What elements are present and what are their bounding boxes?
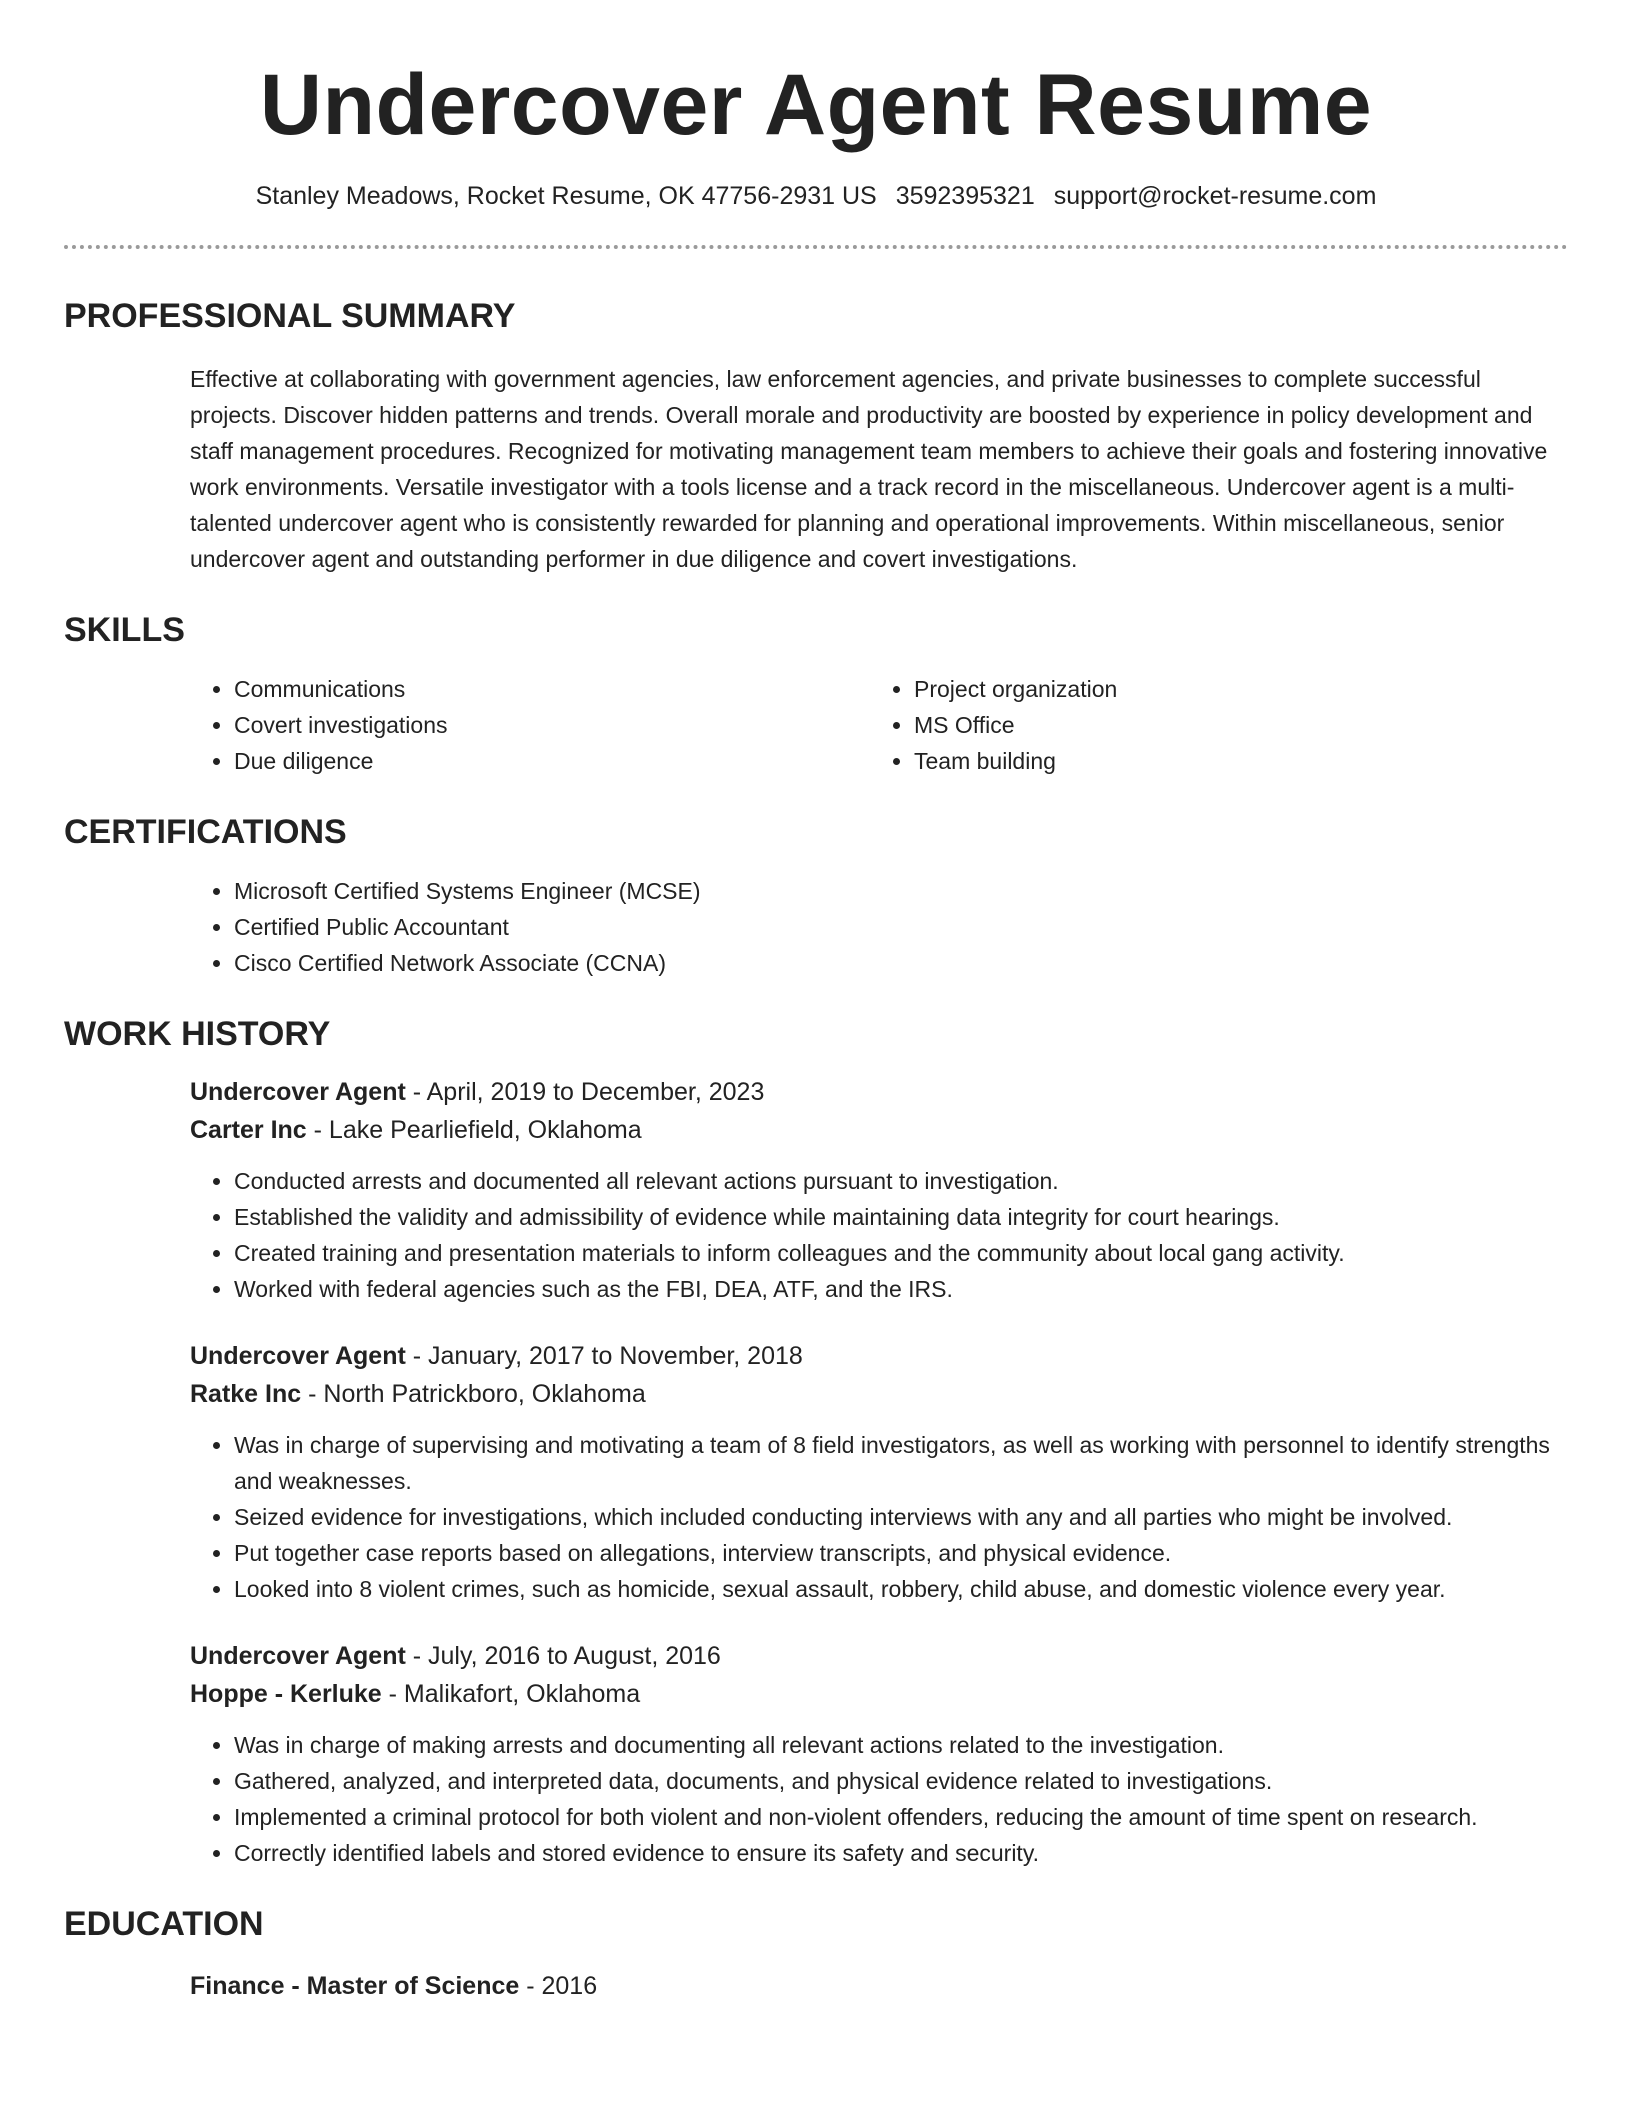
education-year: - 2016: [519, 1972, 598, 2000]
resume-title: Undercover Agent Resume: [259, 57, 1373, 153]
skills-grid: [190, 671, 1568, 779]
job-company-line: [190, 1375, 1568, 1413]
job-company: Carter Inc: [190, 1116, 307, 1144]
job-bullet: • Seized evidence for investigations, which included conducting interviews with any and all parties who might be involved.: [234, 1499, 1568, 1535]
skill-item: • MS Office: [914, 707, 1550, 743]
job-bullet: • Looked into 8 violent crimes, such as homicide, sexual assault, robbery, child abuse, and domestic violence every year.: [234, 1571, 1568, 1607]
job-title: Undercover Agent: [190, 1642, 406, 1670]
job-title-line: [190, 1073, 1568, 1111]
work-history-section: [64, 1017, 1568, 1871]
job-bullet: • Correctly identified labels and stored evidence to ensure its safety and security.: [234, 1835, 1568, 1871]
header-divider: [64, 245, 1568, 249]
job-dates: - July, 2016 to August, 2016: [405, 1642, 721, 1670]
certification-item: • Certified Public Accountant: [234, 909, 1568, 945]
certification-item: • Microsoft Certified Systems Engineer (MCSE): [234, 873, 1568, 909]
job-bullet: • Was in charge of supervising and motivating a team of 8 field investigators, as well as working with personnel to identify strengths and weaknesses.: [234, 1427, 1568, 1499]
job-company-line: [190, 1675, 1568, 1713]
job-title: Undercover Agent: [190, 1078, 406, 1106]
certifications-heading: CERTIFICATIONS: [64, 813, 347, 851]
contact-phone: 3592395321: [895, 182, 1035, 210]
job-bullet: • Established the validity and admissibility of evidence while maintaining data integrity for court hearings.: [234, 1199, 1568, 1235]
summary-heading: PROFESSIONAL SUMMARY: [64, 297, 516, 335]
summary-text: Effective at collaborating with government agencies, law enforcement agencies, and private businesses to complete successful projects. Discover hidden patterns and trends. Overall morale and productivity are boosted by experience in policy development and staff management procedures. Recognized for motivating management team members to achieve their goals and fostering innovative work environments. Versatile investigator with a tools license and a track record in the miscellaneous. Undercover agent is a multi-talented undercover agent who is consistently rewarded for planning and operational improvements. Within miscellaneous, senior undercover agent and outstanding performer in due diligence and covert investigations.: [190, 366, 1548, 572]
skill-item: • Covert investigations: [234, 707, 870, 743]
skills-column-right: [870, 671, 1550, 779]
job-bullet: • Conducted arrests and documented all relevant actions pursuant to investigation.: [234, 1163, 1568, 1199]
job-entry: [190, 1337, 1568, 1607]
skills-column-left: [190, 671, 870, 779]
skill-item: • Communications: [234, 671, 870, 707]
contact-line: [64, 182, 1568, 211]
certifications-list: [190, 873, 1568, 981]
job-title-line: [190, 1337, 1568, 1375]
skills-section: [64, 613, 1568, 779]
work-history-heading: WORK HISTORY: [64, 1015, 331, 1053]
job-title: Undercover Agent: [190, 1342, 406, 1370]
job-bullet: • Implemented a criminal protocol for both violent and non-violent offenders, reducing the amount of time spent on research.: [234, 1799, 1568, 1835]
job-company: Ratke Inc: [190, 1380, 302, 1408]
education-section: [64, 1907, 1568, 2005]
job-bullet: • Gathered, analyzed, and interpreted data, documents, and physical evidence related to investigations.: [234, 1763, 1568, 1799]
job-location: - North Patrickboro, Oklahoma: [301, 1380, 646, 1408]
contact-email[interactable]: support@rocket-resume.com: [1053, 182, 1377, 210]
education-heading: EDUCATION: [64, 1905, 264, 1943]
education-entry: [190, 1967, 1568, 2005]
skill-item: • Due diligence: [234, 743, 870, 779]
job-bullet: • Put together case reports based on allegations, interview transcripts, and physical evidence.: [234, 1535, 1568, 1571]
certification-item: • Cisco Certified Network Associate (CCNA): [234, 945, 1568, 981]
job-bullet: • Created training and presentation materials to inform colleagues and the community about local gang activity.: [234, 1235, 1568, 1271]
skill-item: • Team building: [914, 743, 1550, 779]
job-location: - Lake Pearliefield, Oklahoma: [306, 1116, 642, 1144]
contact-address: Stanley Meadows, Rocket Resume, OK 47756-2931 US: [255, 182, 877, 210]
skills-heading: SKILLS: [64, 611, 185, 649]
job-bullet: • Was in charge of making arrests and documenting all relevant actions related to the investigation.: [234, 1727, 1568, 1763]
job-entry: [190, 1073, 1568, 1307]
job-location: - Malikafort, Oklahoma: [381, 1680, 641, 1708]
skill-item: • Project organization: [914, 671, 1550, 707]
job-dates: - January, 2017 to November, 2018: [405, 1342, 803, 1370]
job-entry: [190, 1637, 1568, 1871]
certifications-section: [64, 815, 1568, 981]
resume-page: [64, 0, 1568, 2005]
job-title-line: [190, 1637, 1568, 1675]
job-bullet: • Worked with federal agencies such as the FBI, DEA, ATF, and the IRS.: [234, 1271, 1568, 1307]
education-degree: Finance - Master of Science: [190, 1972, 520, 2000]
job-company-line: [190, 1111, 1568, 1149]
summary-section: [64, 299, 1568, 577]
job-company: Hoppe - Kerluke: [190, 1680, 382, 1708]
job-dates: - April, 2019 to December, 2023: [405, 1078, 765, 1106]
